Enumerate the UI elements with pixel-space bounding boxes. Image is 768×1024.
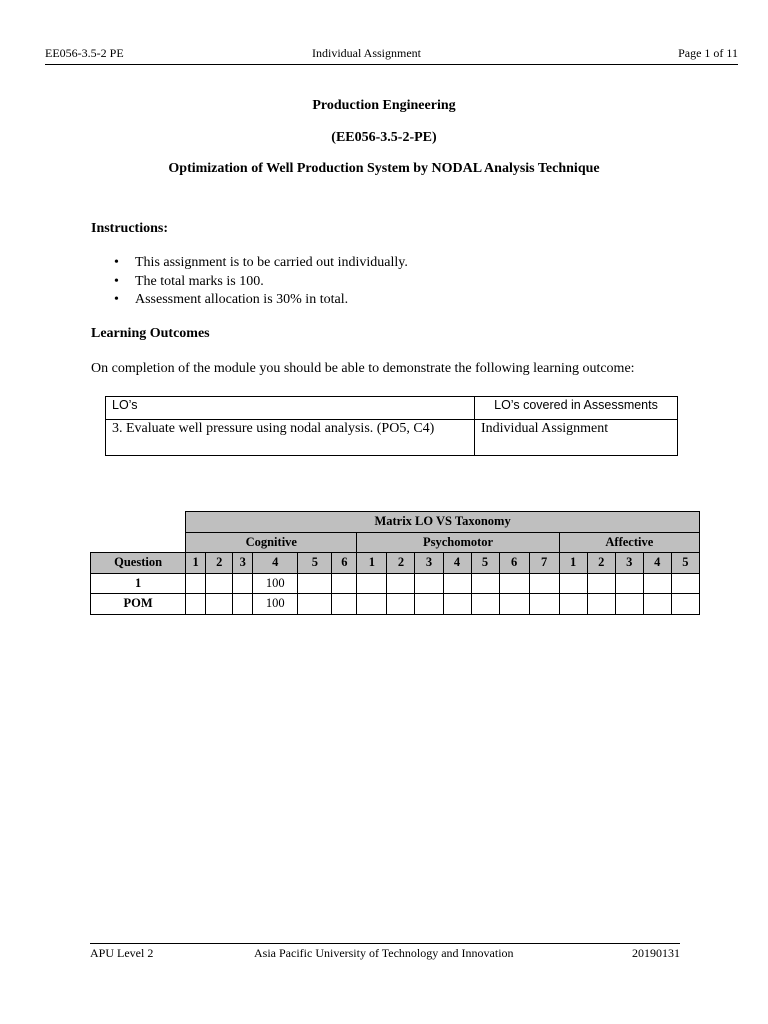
instructions-heading: Instructions: xyxy=(91,221,169,236)
table-row xyxy=(91,553,700,574)
lo-assessment: Individual Assignment xyxy=(475,420,678,456)
learning-outcomes-intro: On completion of the module you should be able to demonstrate the following learning outcome: xyxy=(91,361,635,376)
doc-subtitle: Optimization of Well Production System by NODAL Analysis Technique xyxy=(168,161,600,176)
doc-code: (EE056-3.5-2-PE) xyxy=(331,130,437,145)
col-header: 2 xyxy=(387,553,415,574)
question-label: 1 xyxy=(91,573,186,594)
col-header: 1 xyxy=(559,553,587,574)
list-item: • The total marks is 100. xyxy=(114,273,408,292)
col-header: 5 xyxy=(298,553,332,574)
question-header: Question xyxy=(91,553,186,574)
matrix-title: Matrix LO VS Taxonomy xyxy=(186,512,700,533)
col-header: 5 xyxy=(671,553,699,574)
learning-outcomes-heading: Learning Outcomes xyxy=(91,326,210,341)
page-header xyxy=(45,46,738,65)
col-header: 3 xyxy=(233,553,253,574)
col-header: 4 xyxy=(443,553,471,574)
group-psychomotor: Psychomotor xyxy=(357,532,559,553)
header-course-code: EE056-3.5-2 PE xyxy=(45,46,124,60)
matrix-value: 100 xyxy=(253,594,298,615)
table-row xyxy=(91,573,700,594)
lo-assessment-header: LO’s covered in Assessments xyxy=(475,397,678,420)
col-header: 1 xyxy=(357,553,387,574)
col-header: 6 xyxy=(499,553,529,574)
question-label: POM xyxy=(91,594,186,615)
col-header: 3 xyxy=(615,553,643,574)
table-row xyxy=(106,420,678,456)
list-item: • Assessment allocation is 30% in total. xyxy=(114,291,408,310)
page-footer xyxy=(90,943,680,961)
list-item: • This assignment is to be carried out individually. xyxy=(114,254,408,273)
header-doc-type: Individual Assignment xyxy=(312,46,421,60)
col-header: 7 xyxy=(529,553,559,574)
col-header: 1 xyxy=(186,553,206,574)
group-cognitive: Cognitive xyxy=(186,532,357,553)
instructions-list xyxy=(114,254,408,310)
col-header: 2 xyxy=(206,553,233,574)
col-header: 6 xyxy=(332,553,357,574)
table-row xyxy=(91,512,700,533)
table-row xyxy=(91,532,700,553)
table-row xyxy=(91,594,700,615)
doc-title: Production Engineering xyxy=(312,98,456,113)
col-header: 4 xyxy=(253,553,298,574)
lo-header: LO’s xyxy=(106,397,475,420)
footer-level: APU Level 2 xyxy=(90,946,154,960)
group-affective: Affective xyxy=(559,532,699,553)
col-header: 5 xyxy=(471,553,499,574)
col-header: 3 xyxy=(415,553,443,574)
col-header: 4 xyxy=(643,553,671,574)
footer-date: 20190131 xyxy=(632,946,680,960)
taxonomy-matrix xyxy=(90,511,700,615)
footer-university: Asia Pacific University of Technology and Innovation xyxy=(254,946,514,960)
matrix-value: 100 xyxy=(253,573,298,594)
lo-table xyxy=(105,396,678,456)
header-page-number: Page 1 of 11 xyxy=(678,46,738,60)
table-row xyxy=(106,397,678,420)
lo-description: 3. Evaluate well pressure using nodal analysis. (PO5, C4) xyxy=(106,420,475,456)
col-header: 2 xyxy=(587,553,615,574)
